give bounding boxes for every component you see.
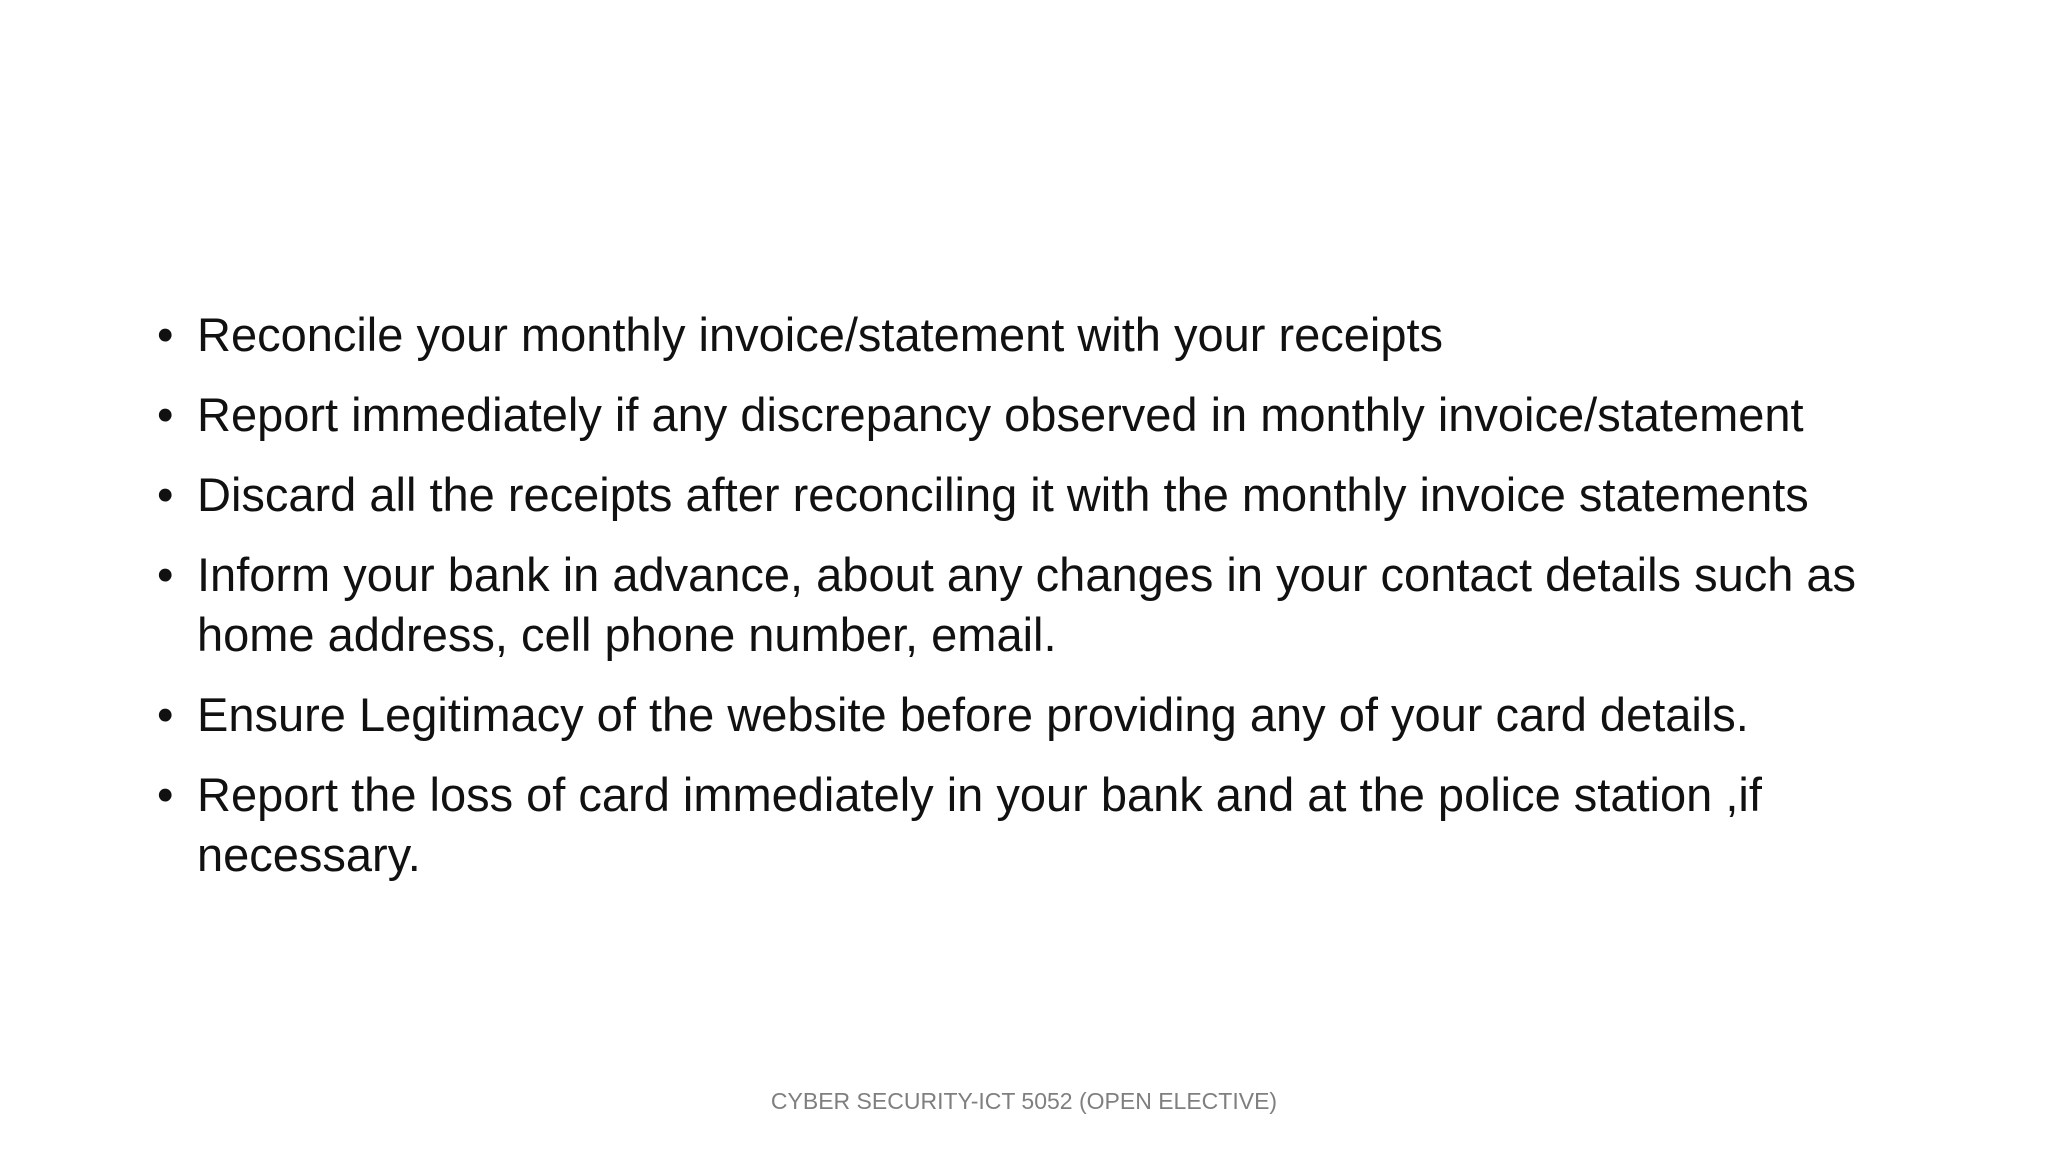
bullet-item-report-discrepancy (157, 385, 1917, 445)
bullet-text: Report the loss of card immediately in your bank and at the police station ,if necessary. (197, 768, 1762, 881)
slide-footer: CYBER SECURITY-ICT 5052 (OPEN ELECTIVE) (770, 1088, 1278, 1114)
bullet-text: Ensure Legitimacy of the website before providing any of your card details. (197, 688, 1749, 741)
bullet-dot: • (157, 468, 174, 521)
bullet-text: Report immediately if any discrepancy observed in monthly invoice/statement (197, 388, 1804, 441)
bullet-item-report-loss (157, 765, 1917, 885)
bullet-item-reconcile (157, 305, 1917, 365)
bullet-dot: • (157, 768, 174, 821)
bullet-item-inform-bank (157, 545, 1917, 665)
bullet-dot: • (157, 388, 174, 441)
bullet-dot: • (157, 688, 174, 741)
bullet-text: Discard all the receipts after reconciling it with the monthly invoice statements (197, 468, 1809, 521)
bullet-dot: • (157, 308, 174, 361)
bullet-text: Inform your bank in advance, about any changes in your contact details such as home address, cell phone number, email. (197, 548, 1857, 661)
bullet-list (157, 305, 1917, 905)
bullet-item-discard-receipts (157, 465, 1917, 525)
bullet-dot: • (157, 548, 174, 601)
bullet-item-ensure-legitimacy (157, 685, 1917, 745)
bullet-text: Reconcile your monthly invoice/statement with your receipts (197, 308, 1444, 361)
